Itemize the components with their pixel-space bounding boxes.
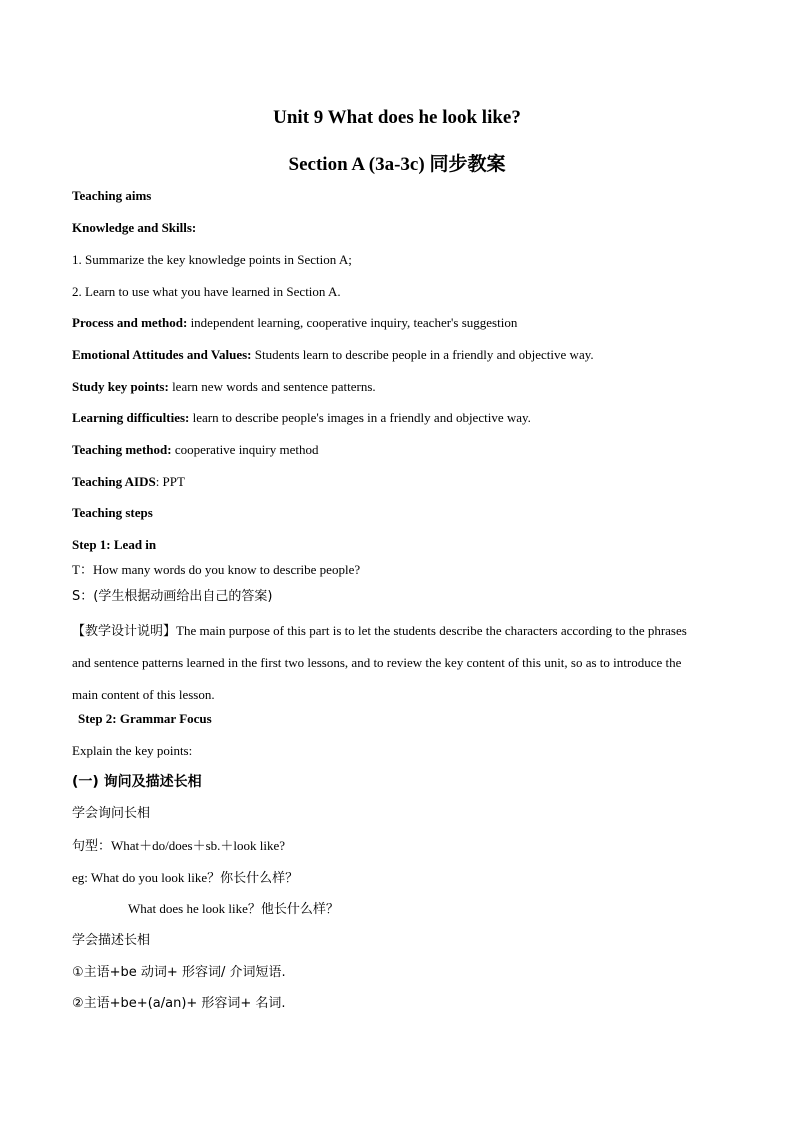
learning-difficulties	[72, 410, 531, 426]
example-2: What does he look like？他长什么样？	[128, 901, 339, 916]
key-points-label: Study key points:	[72, 379, 169, 394]
sentence-pattern	[72, 838, 285, 855]
teaching-aids	[72, 474, 185, 490]
rule-2: ②主语+be+(a/an)+ 形容词+ 名词.	[72, 996, 286, 1011]
heading-step-1: Step 1: Lead in	[72, 537, 157, 552]
aids-text: : PPT	[155, 474, 185, 489]
process-text: independent learning, cooperative inquiry, teacher's suggestion	[187, 315, 518, 330]
design-note-label: 【教学设计说明】	[72, 624, 177, 639]
design-note-text-1: The main purpose of this part is to let the students describe the characters according to the phrases	[176, 623, 687, 638]
difficulties-text: learn to describe people's images in a friendly and objective way.	[189, 410, 531, 425]
emotional-text: Students learn to describe people in a friendly and objective way.	[251, 347, 594, 362]
title-unit: Unit 9 What does he look like?	[273, 107, 521, 128]
aids-label: Teaching AIDS	[72, 474, 156, 489]
design-note-line-1	[72, 623, 687, 640]
difficulties-label: Learning difficulties:	[72, 410, 190, 425]
design-note-line-2: and sentence patterns learned in the first two lessons, and to review the key content of this unit, so as to introduce the	[72, 655, 682, 670]
title-section: Section A (3a-3c) 同步教案	[288, 154, 506, 175]
teacher-line: T：How many words do you know to describe people?	[72, 562, 361, 577]
explain-key-points: Explain the key points:	[72, 743, 193, 758]
pattern-text: What＋do/does＋sb.＋look like?	[111, 838, 286, 853]
aim-point-1: 1. Summarize the key knowledge points in Section A;	[72, 252, 352, 267]
example-1: eg: What do you look like？你长什么样？	[72, 870, 299, 885]
process-method	[72, 315, 517, 331]
heading-ask-describe: (一) 询问及描述长相	[72, 774, 202, 790]
heading-knowledge-skills: Knowledge and Skills:	[72, 220, 197, 235]
method-text: cooperative inquiry method	[171, 442, 319, 457]
aim-point-2: 2. Learn to use what you have learned in Section A.	[72, 284, 341, 299]
study-key-points	[72, 379, 376, 395]
pattern-label: 句型：	[72, 839, 112, 854]
rule-1: ①主语+be 动词+ 形容词/ 介词短语.	[72, 965, 286, 980]
student-line: S：(学生根据动画给出自己的答案)	[72, 589, 273, 604]
heading-step-2: Step 2: Grammar Focus	[78, 711, 212, 726]
process-label: Process and method:	[72, 315, 188, 330]
method-label: Teaching method:	[72, 442, 172, 457]
design-note-line-3: main content of this lesson.	[72, 687, 215, 702]
emotional-values	[72, 347, 594, 363]
teaching-method	[72, 442, 319, 458]
learn-ask-appearance: 学会询问长相	[72, 806, 151, 821]
emotional-label: Emotional Attitudes and Values:	[72, 347, 252, 362]
heading-teaching-steps: Teaching steps	[72, 505, 153, 520]
learn-describe-appearance: 学会描述长相	[72, 933, 151, 948]
heading-teaching-aims: Teaching aims	[72, 188, 152, 203]
key-points-text: learn new words and sentence patterns.	[168, 379, 376, 394]
